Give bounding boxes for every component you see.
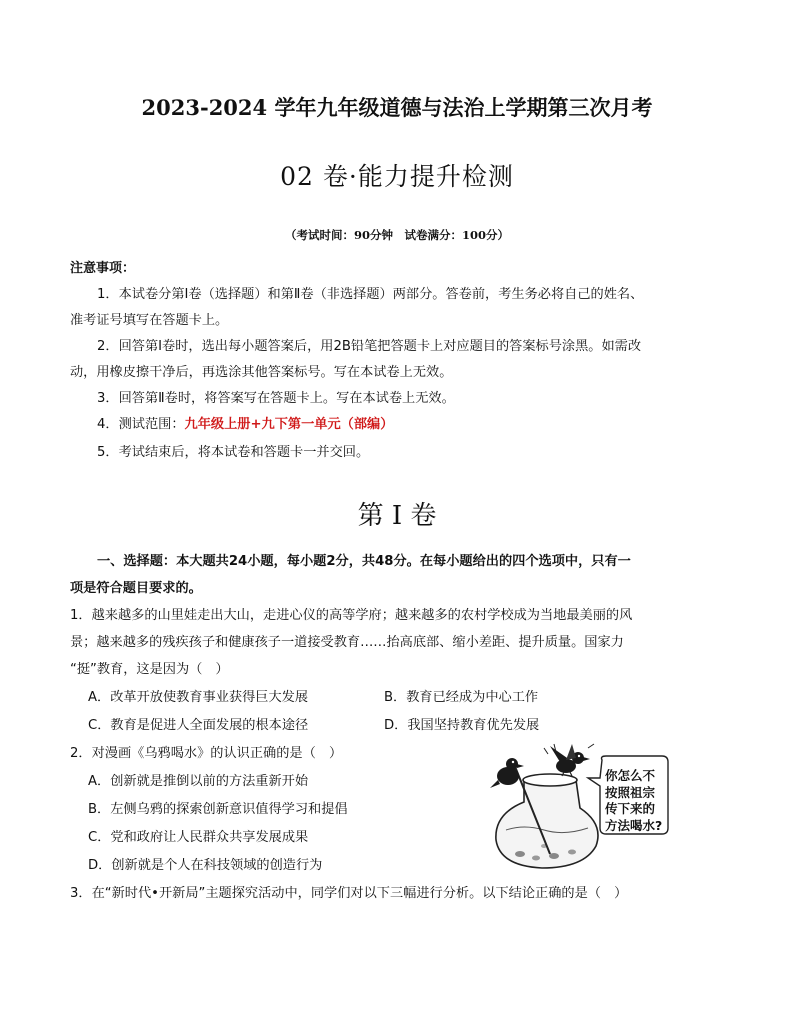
notice-heading: 注意事项：: [70, 261, 136, 276]
q1-stem-line-1: 1．越来越多的山里娃走出大山，走进心仪的高等学府；越来越多的农村学校成为当地最美丽的风: [70, 608, 633, 623]
q1-option-b: B．教育已经成为中心工作: [384, 690, 539, 705]
q1-stem-line-3: “挺”教育，这是因为（ ）: [70, 662, 229, 677]
q2-option-a: A．创新就是推倒以前的方法重新开始: [88, 774, 309, 789]
notice-item-4-prefix: 4．测试范围：: [97, 417, 185, 432]
q1-option-c: C．教育是促进人全面发展的根本途径: [88, 718, 309, 733]
test-scope: 九年级上册+九下第一单元（部编）: [184, 417, 394, 432]
exam-subtitle: 02 卷·能力提升检测: [280, 162, 514, 191]
q3-stem: 3．在“新时代•开新局”主题探究活动中，同学们对以下三幅进行分析。以下结论正确的是（ ）: [70, 886, 628, 901]
speech-line-3: 传下来的: [605, 801, 656, 816]
pebble-icon: [549, 853, 559, 859]
right-crow-icon: [550, 744, 590, 776]
notice-item-2-line-2: 动，用橡皮擦干净后，再选涂其他答案标号。写在本试卷上无效。: [70, 365, 453, 380]
notice-item-1-line-2: 准考证号填写在答题卡上。: [70, 313, 229, 328]
notice-item-4: [97, 413, 393, 432]
q1-option-a: A．改革开放使教育事业获得巨大发展: [88, 690, 309, 705]
q2-stem: 2．对漫画《乌鸦喝水》的认识正确的是（ ）: [70, 746, 343, 761]
notice-item-2-line-1: 2．回答第Ⅰ卷时，选出每小题答案后，用2B铅笔把答题卡上对应题目的答案标号涂黑。如需改: [97, 339, 642, 354]
notice-item-3: 3．回答第Ⅱ卷时，将答案写在答题卡上。写在本试卷上无效。: [97, 391, 455, 406]
exam-title: 2023-2024 学年九年级道德与法治上学期第三次月考: [141, 95, 653, 120]
section-title: 第 I 卷: [357, 501, 437, 531]
speech-line-2: 按照祖宗: [605, 784, 656, 800]
exam-time-info: （考试时间：90分钟 试卷满分：100分）: [284, 228, 509, 242]
notice-item-1-line-1: 1．本试卷分第Ⅰ卷（选择题）和第Ⅱ卷（非选择题）两部分。答卷前，考生务必将自己的姓名、: [97, 287, 644, 302]
q1-stem-line-2: 景；越来越多的残疾孩子和健康孩子一道接受教育……抬高底部、缩小差距、提升质量。国家力: [70, 635, 624, 650]
section-instruction-line-1: 一、选择题：本大题共24小题，每小题2分，共48分。在每小题给出的四个选项中，只有一: [97, 554, 631, 569]
q2-option-d: D．创新就是个人在科技领域的创造行为: [88, 858, 323, 873]
pebble-icon: [515, 851, 525, 857]
notice-item-5: 5．考试结束后，将本试卷和答题卡一并交回。: [97, 445, 370, 460]
speech-line-4: 方法喝水?: [605, 817, 663, 833]
left-crow-icon: [490, 758, 524, 788]
q2-option-b: B．左侧乌鸦的探索创新意识值得学习和提倡: [88, 802, 348, 817]
pebble-icon: [568, 850, 576, 855]
pebble-icon: [532, 856, 540, 861]
speech-bubble-text: [605, 768, 662, 834]
speech-line-1: 你怎么不: [605, 768, 656, 783]
section-instruction-line-2: 项是符合题目要求的。: [70, 581, 202, 596]
q1-option-d: D．我国坚持教育优先发展: [384, 718, 540, 733]
q2-option-c: C．党和政府让人民群众共享发展成果: [88, 830, 309, 845]
